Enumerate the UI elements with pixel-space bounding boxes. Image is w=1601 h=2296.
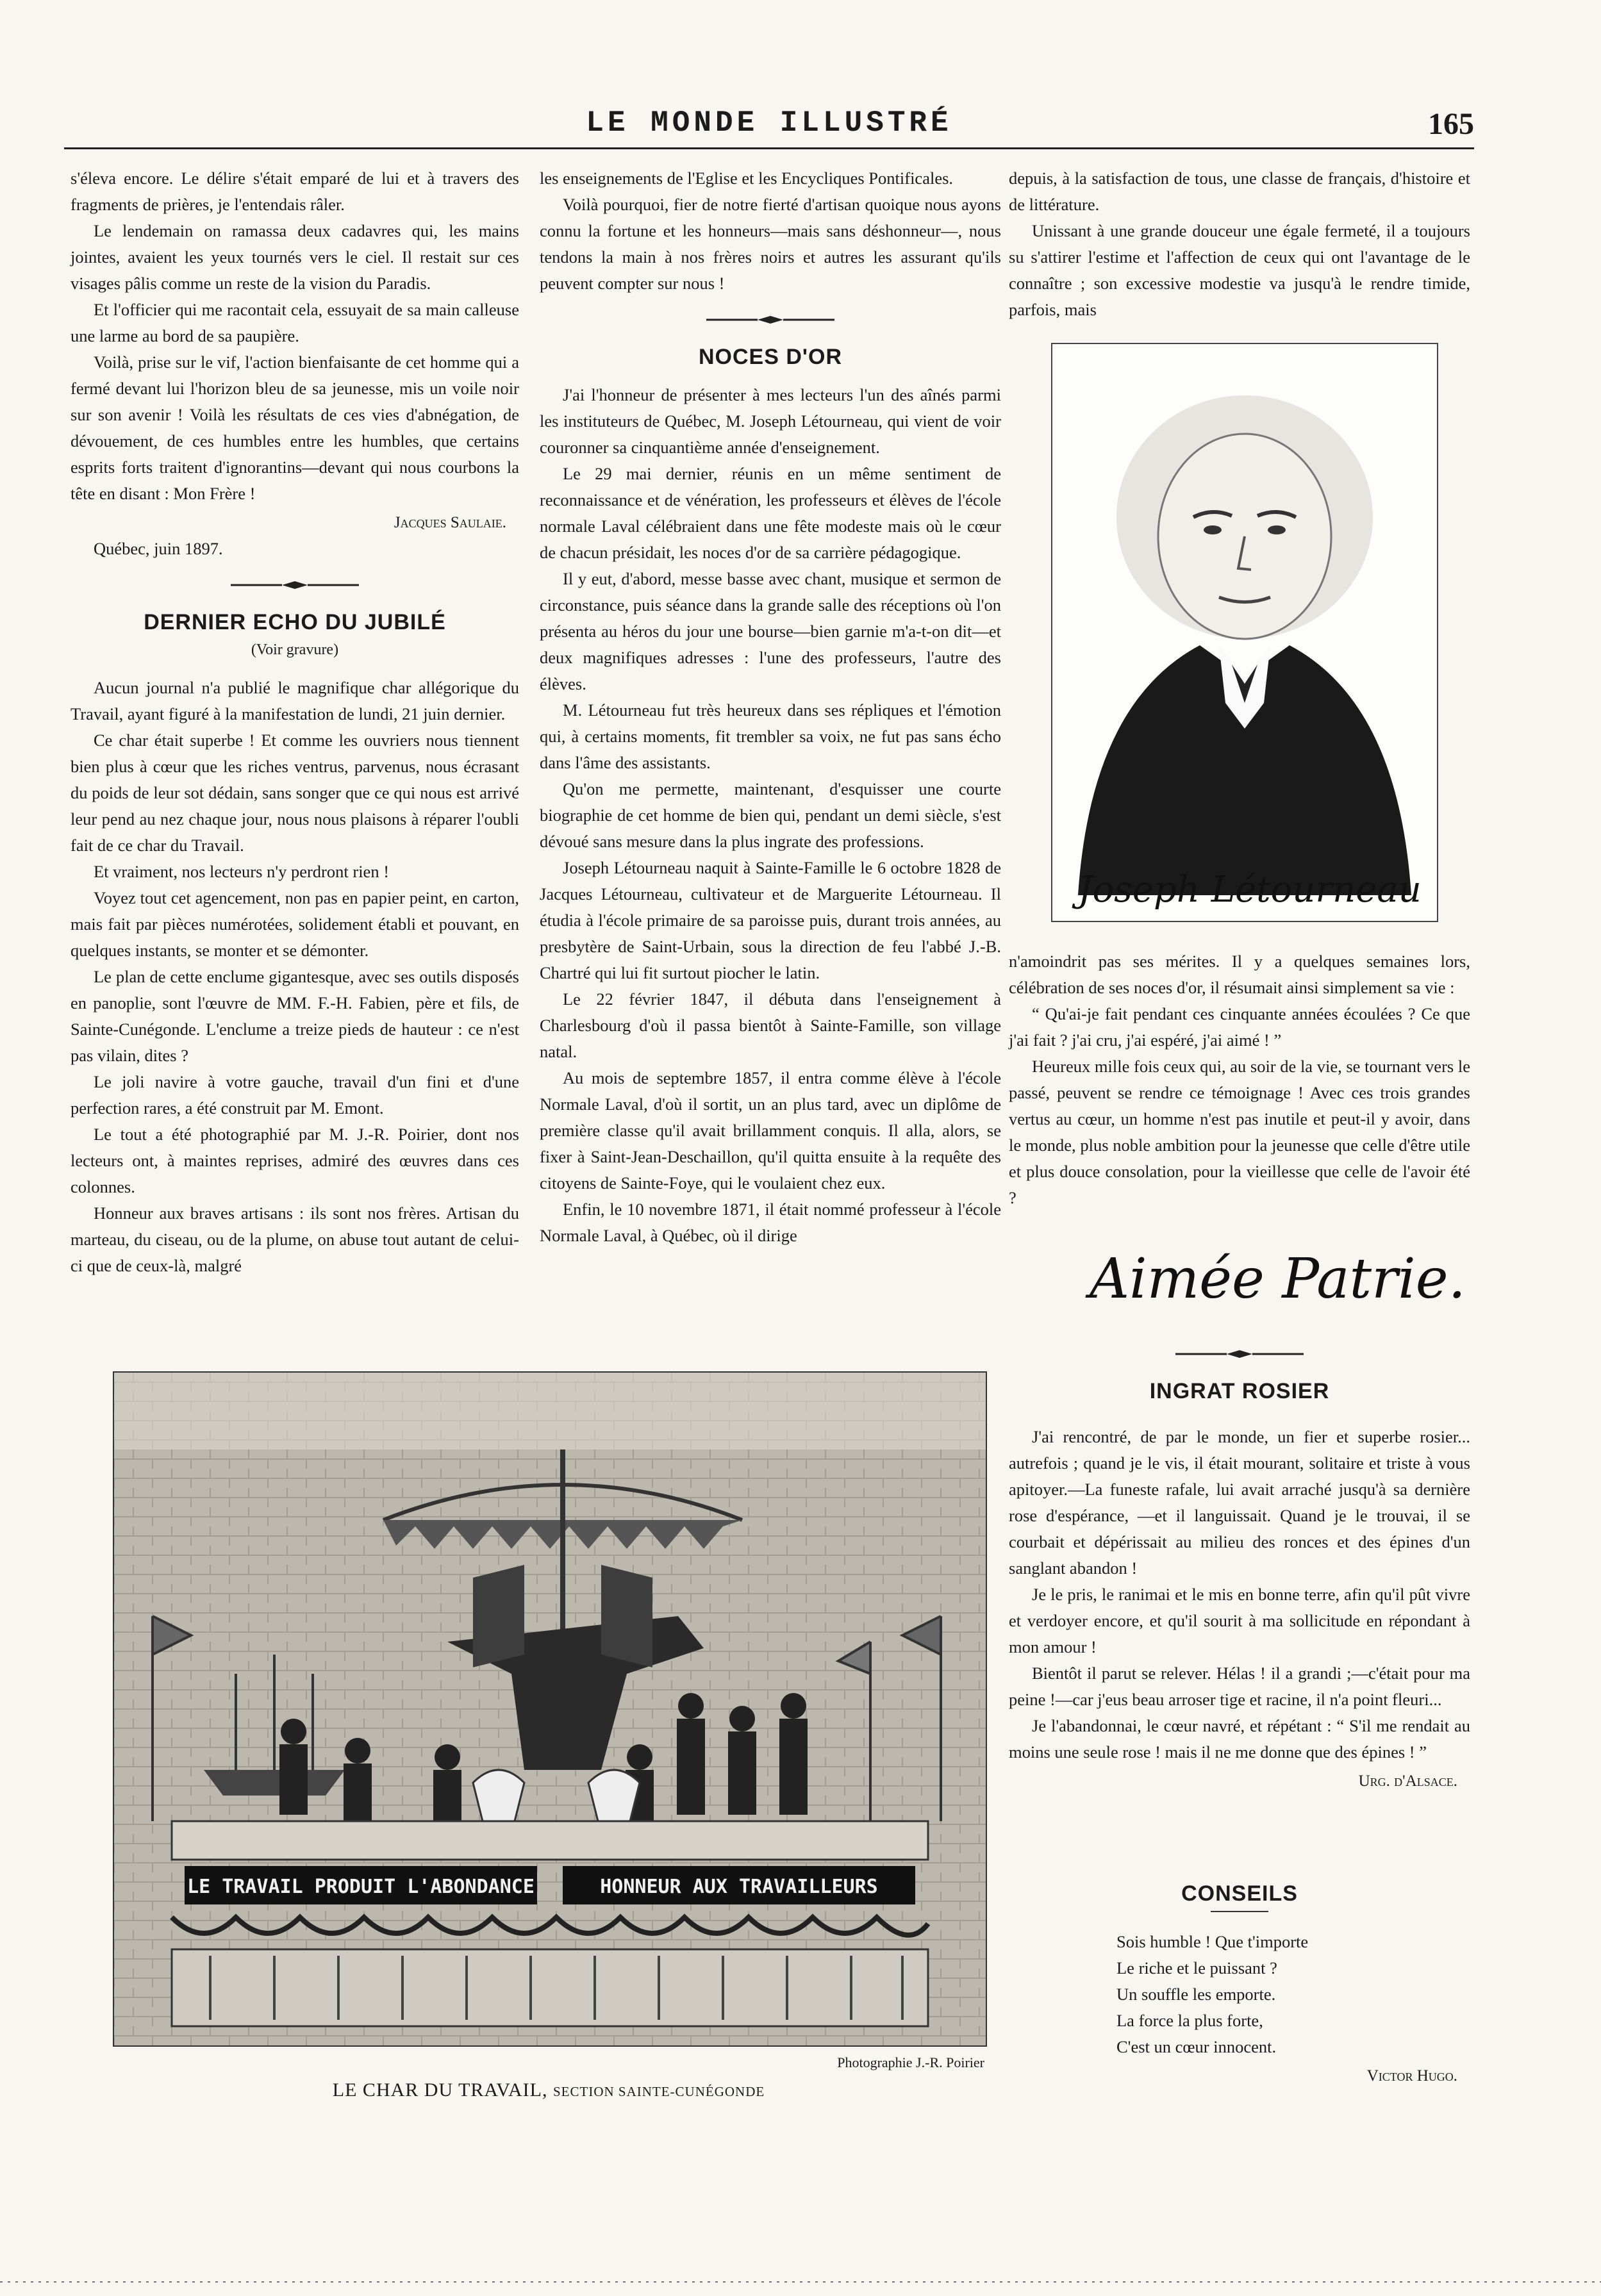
poem-line: La force la plus forte, — [1116, 2011, 1263, 2030]
article-title-rosier: INGRAT ROSIER — [1149, 1379, 1330, 1403]
paragraph: Unissant à une grande douceur une égale fermeté, il a toujours su s'attirer l'estime et l'affection de ceux qui ont l'avantage de le connaître ; son excessive modestie va jusqu'à le rendre timide, parfois, mais — [1009, 221, 1470, 319]
banner-left-text: LE TRAVAIL PRODUIT L'ABONDANCE — [187, 1876, 535, 1898]
signature-urg-alsace: Urg. d'Alsace. — [1358, 1772, 1457, 1790]
paragraph: les enseignements de l'Eglise et les Encycliques Pontificales. — [540, 169, 954, 188]
paragraph: Et l'officier qui me racontait cela, essuyait de sa main calleuse une larme au bord de sa paupière. — [71, 300, 519, 345]
photo-caption — [113, 2079, 984, 2101]
banner-right-text: HONNEUR AUX TRAVAILLEURS — [600, 1876, 878, 1898]
paragraph: Voilà, prise sur le vif, l'action bienfaisante de cet homme qui a fermé devant lui l'horizon bleu de sa jeunesse, mis un voile noir sur son avenir ! Voilà les résultats de ces vies d'abnégation, de dévouement, de ces humbles entre les humbles, que certains esprits forts traitent d'ignorantins—devant qui nous courbons la tête en disant : Mon Frère ! — [71, 352, 519, 503]
paragraph: Le tout a été photographié par M. J.-R. Poirier, dont nos lecteurs ont, à maintes reprises, admiré des œuvres dans ces colonnes. — [71, 1125, 519, 1196]
bottom-edge-rule — [0, 2281, 1601, 2283]
signature-jacques-saulaie: Jacques Saulaie. — [394, 514, 506, 531]
portrait-image — [1052, 344, 1437, 921]
paragraph: Enfin, le 10 novembre 1871, il était nommé professeur à l'école Normale Laval, à Québec, où il dirige — [540, 1200, 1001, 1245]
photo-credit: Photographie J.-R. Poirier — [837, 2054, 984, 2070]
paragraph: M. Létourneau fut très heureux dans ses répliques et l'émotion qui, à certains moments, fit trembler sa voix, ne fut pas sans écho dans l'âme des assistants. — [540, 700, 1001, 772]
poem-line: Sois humble ! Que t'importe — [1116, 1932, 1309, 1951]
paragraph: Le 22 février 1847, il débuta dans l'enseignement à Charlesbourg d'où il passa bientôt à Sainte-Famille, son village natal. — [540, 989, 1001, 1061]
paragraph: Qu'on me permette, maintenant, d'esquisser une courte biographie de cet homme de bien qui, pendant un demi siècle, s'est dévoué sans mesure dans la plus ingrate des professions. — [540, 779, 1001, 851]
paragraph: Voyez tout cet agencement, non pas en papier peint, en carton, mais fait par pièces numérotées, solidement établi et pouvant, en quelques instants, se monter et se démonter. — [71, 888, 519, 960]
paragraph: Et vraiment, nos lecteurs n'y perdront rien ! — [94, 862, 390, 881]
poem-line: C'est un cœur innocent. — [1116, 2037, 1277, 2056]
masthead — [64, 103, 1474, 149]
column-rosier — [1009, 1349, 1470, 1794]
paragraph: s'éleva encore. Le délire s'était emparé de lui et à travers des fragments de prières, je l'entendais râler. — [71, 169, 519, 214]
column-3-top — [1009, 165, 1470, 323]
article-subtitle: (Voir gravure) — [251, 641, 339, 658]
poem-line: Le riche et le puissant ? — [1116, 1958, 1277, 1978]
paragraph: Le lendemain on ramassa deux cadavres qui, les mains jointes, avaient les yeux tournés vers le ciel. Il restait sur ces visages pâlis comme un reste de la vision du Paradis. — [71, 221, 519, 293]
paragraph: Heureux mille fois ceux qui, au soir de la vie, se tournant vers le passé, peuvent se rendre ce témoignage ! Avec ces trois grandes vertus au cœur, un homme n'est pas inutile et peut-il y avoir, dans le monde, plus noble ambition pour la jeunesse que celle d'être utile et plus douce consolation, pour la vieillesse que celle de l'avoir été ? — [1009, 1057, 1470, 1207]
paragraph: Je l'abandonnai, le cœur navré, et répétant : “ S'il me rendait au moins une seule rose ! mais il ne me donne que des épines ! ” — [1009, 1716, 1470, 1762]
paragraph: Le plan de cette enclume gigantesque, avec ses outils disposés en panoplie, sont l'œuvre de MM. F.-H. Fabien, père et fils, de Sainte-Cunégonde. L'enclume a treize pieds de hauteur : ce n'est pas vilain, dites ? — [71, 967, 519, 1065]
paragraph: Le joli navire à votre gauche, travail d'un fini et d'une perfection rares, a été construit par M. Emont. — [71, 1072, 519, 1118]
article-title-noces: NOCES D'OR — [699, 345, 842, 369]
photo-caption-main: LE CHAR DU TRAVAIL, — [332, 2079, 548, 2101]
paragraph: Honneur aux braves artisans : ils sont nos frères. Artisan du marteau, du ciseau, ou de la plume, on abuse tout autant de celui-ci que de ceux-là, malgré — [71, 1203, 519, 1275]
photo-char-du-travail — [113, 1371, 987, 2047]
column-3-bottom — [1009, 948, 1470, 1211]
float-photograph — [114, 1373, 986, 2045]
column-1 — [71, 165, 519, 1279]
paragraph: Bientôt il parut se relever. Hélas ! il a grandi ;—c'était pour ma peine !—car j'eus beau arroser tige et racine, il n'a point fleuri... — [1009, 1664, 1470, 1709]
poem-line: Un souffle les emporte. — [1116, 1985, 1276, 2004]
signature-aimee-patrie — [1064, 1237, 1481, 1326]
quote: “ Qu'ai-je fait pendant ces cinquante années écoulées ? Ce que j'ai fait ? j'ai cru, j'ai espéré, j'ai aimé ! ” — [1009, 1004, 1470, 1050]
poem-title-conseils: CONSEILS — [1181, 1881, 1298, 1906]
title-rule — [1211, 1911, 1268, 1912]
portrait-signature: Joseph Létourneau — [1078, 869, 1422, 911]
paragraph: Voilà pourquoi, fier de notre fierté d'artisan quoique nous ayons connu la fortune et les honneurs—mais sans déshonneur—, nous tendons la main à nos frères noirs et autres les assurant qu'ils peuvent compter sur nous ! — [540, 195, 1001, 293]
column-2 — [540, 165, 1001, 1249]
paragraph: Ce char était superbe ! Et comme les ouvriers nous tiennent bien plus à cœur que les riches ventrus, parvenus, nous écrasant du poids de leur sot dédain, sans songer que ce qui nous est arrivé leur pend au nez chaque jour, nous nous plaisons à réparer l'oubli fait de ce char du Travail. — [71, 731, 519, 855]
paragraph: Au mois de septembre 1857, il entra comme élève à l'école Normale Laval, d'où il sortit, un an plus tard, avec un diplôme de première classe qu'il avait brillamment conquis. Il alla, alors, se fixer à Saint-Jean-Deschaillon, qu'il quitta ensuite à la requête des citoyens de Sainte-Foye, qui le voulaient chez eux. — [540, 1068, 1001, 1193]
ornament-divider-icon — [1175, 1349, 1304, 1359]
column-conseils — [1009, 1881, 1470, 2089]
paragraph: depuis, à la satisfaction de tous, une classe de français, d'histoire et de littérature. — [1009, 169, 1470, 214]
author-signature: Aimée Patrie. — [1090, 1247, 1466, 1311]
ornament-divider-icon — [231, 580, 359, 590]
paragraph: J'ai l'honneur de présenter à mes lecteurs l'un des aînés parmi les instituteurs de Québec, M. Joseph Létourneau, qui vient de voir couronner sa cinquantième année d'enseignement. — [540, 385, 1001, 457]
paragraph: Aucun journal n'a publié le magnifique char allégorique du Travail, ayant figuré à la manifestation de lundi, 21 juin dernier. — [71, 678, 519, 723]
paragraph: J'ai rencontré, de par le monde, un fier et superbe rosier... autrefois ; quand je le vis, il était mourant, solitaire et triste à vous apitoyer.—La funeste rafale, lui avait arraché jusqu'à sa dernière rose d'espérance, —et il languissait. Quand je le trouvai, il se courbait et dépérissait au milieu des ronces et des épines d'un sanglant abandon ! — [1009, 1427, 1470, 1578]
masthead-title: LE MONDE ILLUSTRÉ — [586, 106, 952, 140]
paragraph: Le 29 mai dernier, réunis en un même sentiment de reconnaissance et de vénération, les professeurs et élèves de l'école normale Laval célébraient dans une fête modeste mais où le cœur de chacun présidait, les noces d'or de sa carrière pédagogique. — [540, 464, 1001, 562]
photo-caption-section: SECTION SAINTE-CUNÉGONDE — [552, 2084, 765, 2099]
ornament-divider-icon — [706, 315, 834, 325]
paragraph: n'amoindrit pas ses mérites. Il y a quelques semaines lors, célébration de ses noces d'or, il résumait ainsi simplement sa vie : — [1009, 952, 1470, 997]
page-number: 165 — [1428, 107, 1474, 141]
article-title-jubile: DERNIER ECHO DU JUBILÉ — [144, 610, 446, 634]
portrait-joseph-letourneau — [1051, 343, 1438, 922]
paragraph: Joseph Létourneau naquit à Sainte-Famille le 6 octobre 1828 de Jacques Létourneau, cultivateur et de Marguerite Létourneau. Il étudia à l'école primaire de sa paroisse puis, durant trois années, au presbytère de Saint-Urbain, sous la direction de feu l'abbé J.-B. Chartré qui lui fit surtout piocher le latin. — [540, 858, 1001, 982]
paragraph: Je le pris, le ranimai et le mis en bonne terre, afin qu'il pût vivre et verdoyer encore, et qu'il sourit à ma sollicitude en répondant à mon amour ! — [1009, 1585, 1470, 1656]
dateline: Québec, juin 1897. — [94, 539, 223, 558]
paragraph: Il y eut, d'abord, messe basse avec chant, musique et sermon de circonstance, puis séance dans la grande salle des réceptions où l'on présenta au héros du jour une bourse—bien garnie m'a-t-on dit—et deux magnifiques adresses : l'une des professeurs, l'autre des élèves. — [540, 569, 1001, 693]
signature-victor-hugo: Victor Hugo. — [1366, 2067, 1457, 2085]
